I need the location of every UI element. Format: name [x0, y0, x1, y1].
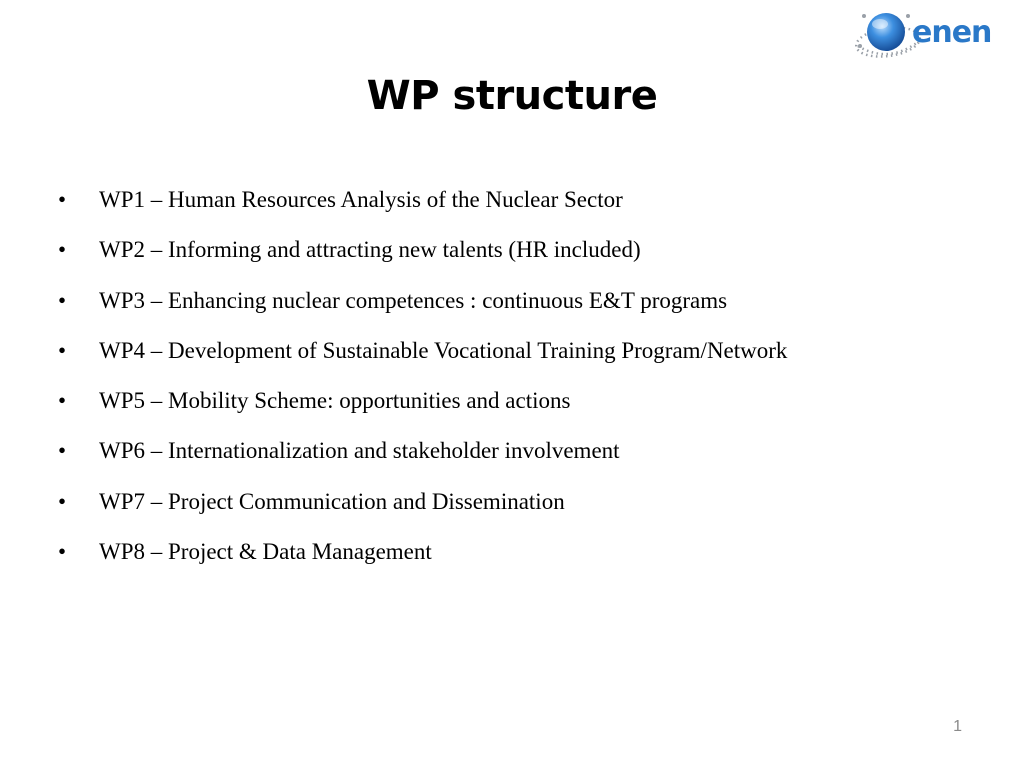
slide-title: WP structure	[366, 73, 658, 119]
bullet-item	[56, 178, 996, 228]
bullet-dot: •	[58, 438, 67, 464]
bullet-item	[56, 530, 996, 580]
bullet-text-wp2: WP2 – Informing and attracting new talents (HR included)	[99, 237, 641, 263]
bullet-item	[56, 279, 996, 329]
logo-text: enen	[912, 15, 992, 50]
bullet-dot: •	[58, 388, 67, 414]
bullet-item	[56, 429, 996, 479]
bullet-dot: •	[58, 539, 67, 565]
bullet-text-wp4: WP4 – Development of Sustainable Vocational Training Program/Network	[99, 337, 788, 363]
bullet-item	[56, 228, 996, 278]
bullet-item	[56, 480, 996, 530]
bullet-text-wp7: WP7 – Project Communication and Dissemination	[99, 488, 565, 514]
bullet-dot: •	[58, 187, 67, 212]
bullet-dot: •	[58, 337, 67, 363]
bullet-list	[56, 178, 996, 580]
bullet-item	[56, 329, 996, 379]
bullet-dot: •	[58, 287, 67, 313]
bullet-dot: •	[58, 237, 67, 263]
bullet-text-wp1: WP1 – Human Resources Analysis of the Nuclear Sector	[99, 187, 623, 212]
enen-logo	[852, 6, 1012, 68]
bullet-text-wp5: WP5 – Mobility Scheme: opportunities and actions	[99, 388, 571, 414]
bullet-text-wp8: WP8 – Project & Data Management	[99, 539, 432, 565]
page-number: 1	[953, 718, 962, 735]
bullet-text-wp3: WP3 – Enhancing nuclear competences : continuous E&T programs	[99, 287, 728, 313]
enen-globe-logo-icon	[852, 6, 1012, 68]
bullet-text-wp6: WP6 – Internationalization and stakeholder involvement	[99, 438, 620, 464]
bullet-item	[56, 379, 996, 429]
bullet-dot: •	[58, 488, 67, 514]
